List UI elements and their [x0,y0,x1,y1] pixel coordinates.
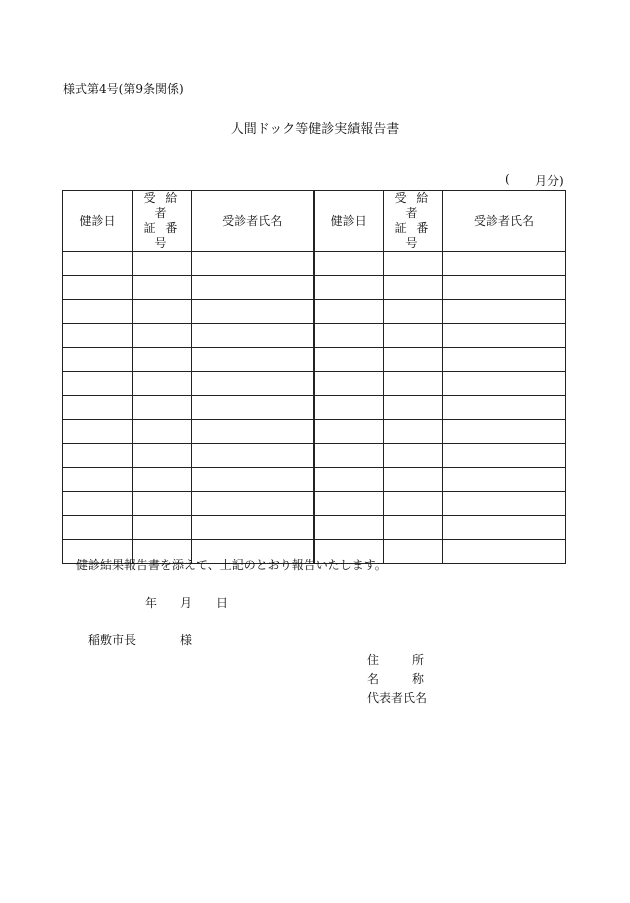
cell-certificate-number-right[interactable] [384,540,443,564]
cell-exam-date[interactable] [63,324,133,348]
sender-representative-label: 代表者氏名 [367,691,428,705]
table-row [63,396,566,420]
table-row [63,420,566,444]
cell-examinee-name-right[interactable] [443,468,566,492]
cell-examinee-name[interactable] [192,396,314,420]
cell-certificate-number[interactable] [133,324,192,348]
cell-exam-date[interactable] [63,252,133,276]
cell-certificate-number-right[interactable] [384,276,443,300]
cell-exam-date-right[interactable] [314,516,384,540]
cell-exam-date-right[interactable] [314,396,384,420]
cell-certificate-number[interactable] [133,492,192,516]
date-year: 年 [145,596,158,610]
cell-examinee-name-right[interactable] [443,492,566,516]
cell-exam-date-right[interactable] [314,372,384,396]
cell-examinee-name[interactable] [192,492,314,516]
table-row [63,300,566,324]
header-examinee-name-right: 受診者氏名 [443,191,566,252]
cell-exam-date[interactable] [63,372,133,396]
cell-certificate-number-right[interactable] [384,300,443,324]
cell-examinee-name-right[interactable] [443,420,566,444]
table-row [63,348,566,372]
cell-exam-date-right[interactable] [314,420,384,444]
header-cert-line1-right: 受 給 者 [394,191,432,220]
cell-exam-date[interactable] [63,348,133,372]
header-cert-line1: 受 給 者 [143,191,181,220]
cell-exam-date-right[interactable] [314,276,384,300]
name-label-char2: 称 [412,672,425,686]
cell-examinee-name[interactable] [192,300,314,324]
header-exam-date: 健診日 [63,191,133,252]
cell-certificate-number[interactable] [133,372,192,396]
cell-certificate-number[interactable] [133,396,192,420]
cell-exam-date[interactable] [63,276,133,300]
cell-certificate-number[interactable] [133,276,192,300]
header-examinee-name: 受診者氏名 [192,191,314,252]
cell-examinee-name-right[interactable] [443,348,566,372]
table-row [63,276,566,300]
cell-examinee-name-right[interactable] [443,300,566,324]
cell-examinee-name[interactable] [192,276,314,300]
cell-examinee-name-right[interactable] [443,516,566,540]
table-row [63,444,566,468]
cell-examinee-name[interactable] [192,252,314,276]
cell-certificate-number-right[interactable] [384,468,443,492]
cell-examinee-name-right[interactable] [443,540,566,564]
records-table [62,190,566,564]
cell-certificate-number[interactable] [133,444,192,468]
cell-examinee-name[interactable] [192,372,314,396]
cell-exam-date-right[interactable] [314,468,384,492]
cell-exam-date-right[interactable] [314,324,384,348]
date-month: 月 [180,596,193,610]
cell-examinee-name-right[interactable] [443,252,566,276]
cell-examinee-name[interactable] [192,444,314,468]
month-unit: 月分) [535,174,564,188]
table-row [63,372,566,396]
cell-examinee-name[interactable] [192,420,314,444]
cell-examinee-name-right[interactable] [443,372,566,396]
table-row [63,492,566,516]
cell-certificate-number-right[interactable] [384,516,443,540]
cell-examinee-name[interactable] [192,348,314,372]
addressee [88,631,193,648]
cell-examinee-name[interactable] [192,468,314,492]
cell-exam-date[interactable] [63,492,133,516]
cell-exam-date-right[interactable] [314,492,384,516]
cell-examinee-name-right[interactable] [443,276,566,300]
address-label-char1: 住 [367,653,380,667]
cell-exam-date[interactable] [63,420,133,444]
cell-examinee-name[interactable] [192,516,314,540]
cell-exam-date[interactable] [63,300,133,324]
cell-exam-date-right[interactable] [314,348,384,372]
address-label-char2: 所 [412,653,425,667]
table-row [63,468,566,492]
cell-certificate-number-right[interactable] [384,372,443,396]
cell-certificate-number-right[interactable] [384,420,443,444]
cell-exam-date-right[interactable] [314,300,384,324]
addressee-honorific: 様 [180,633,193,647]
cell-certificate-number-right[interactable] [384,444,443,468]
name-label-char1: 名 [367,672,380,686]
header-certificate-number [133,191,192,252]
cell-certificate-number[interactable] [133,420,192,444]
cell-certificate-number[interactable] [133,252,192,276]
cell-certificate-number[interactable] [133,468,192,492]
table-row [63,252,566,276]
cell-certificate-number-right[interactable] [384,492,443,516]
records-body [63,252,566,564]
header-certificate-number-right [384,191,443,252]
table-row [63,516,566,540]
cell-certificate-number[interactable] [133,300,192,324]
cell-exam-date[interactable] [63,396,133,420]
report-statement: 健診結果報告書を添えて、上記のとおり報告いたします。 [76,558,387,572]
cell-exam-date-right[interactable] [314,252,384,276]
document-title: 人間ドック等健診実績報告書 [230,122,400,137]
cell-examinee-name[interactable] [192,324,314,348]
cell-examinee-name-right[interactable] [443,396,566,420]
cell-certificate-number-right[interactable] [384,252,443,276]
cell-certificate-number-right[interactable] [384,324,443,348]
table-row [63,324,566,348]
table-header-row [63,191,566,252]
date-day: 日 [216,596,229,610]
cell-examinee-name-right[interactable] [443,444,566,468]
cell-exam-date[interactable] [63,444,133,468]
cell-exam-date[interactable] [63,516,133,540]
cell-certificate-number-right[interactable] [384,348,443,372]
month-open-paren: ( [505,172,510,186]
cell-examinee-name-right[interactable] [443,324,566,348]
form-number: 様式第4号(第9条関係) [63,82,184,96]
cell-exam-date[interactable] [63,468,133,492]
cell-certificate-number-right[interactable] [384,396,443,420]
cell-certificate-number[interactable] [133,516,192,540]
addressee-name: 稲敷市長 [88,633,137,647]
header-cert-line2: 証 番 号 [143,221,181,250]
header-exam-date-right: 健診日 [314,191,384,252]
header-cert-line2-right: 証 番 号 [394,221,432,250]
cell-exam-date-right[interactable] [314,444,384,468]
cell-certificate-number[interactable] [133,348,192,372]
